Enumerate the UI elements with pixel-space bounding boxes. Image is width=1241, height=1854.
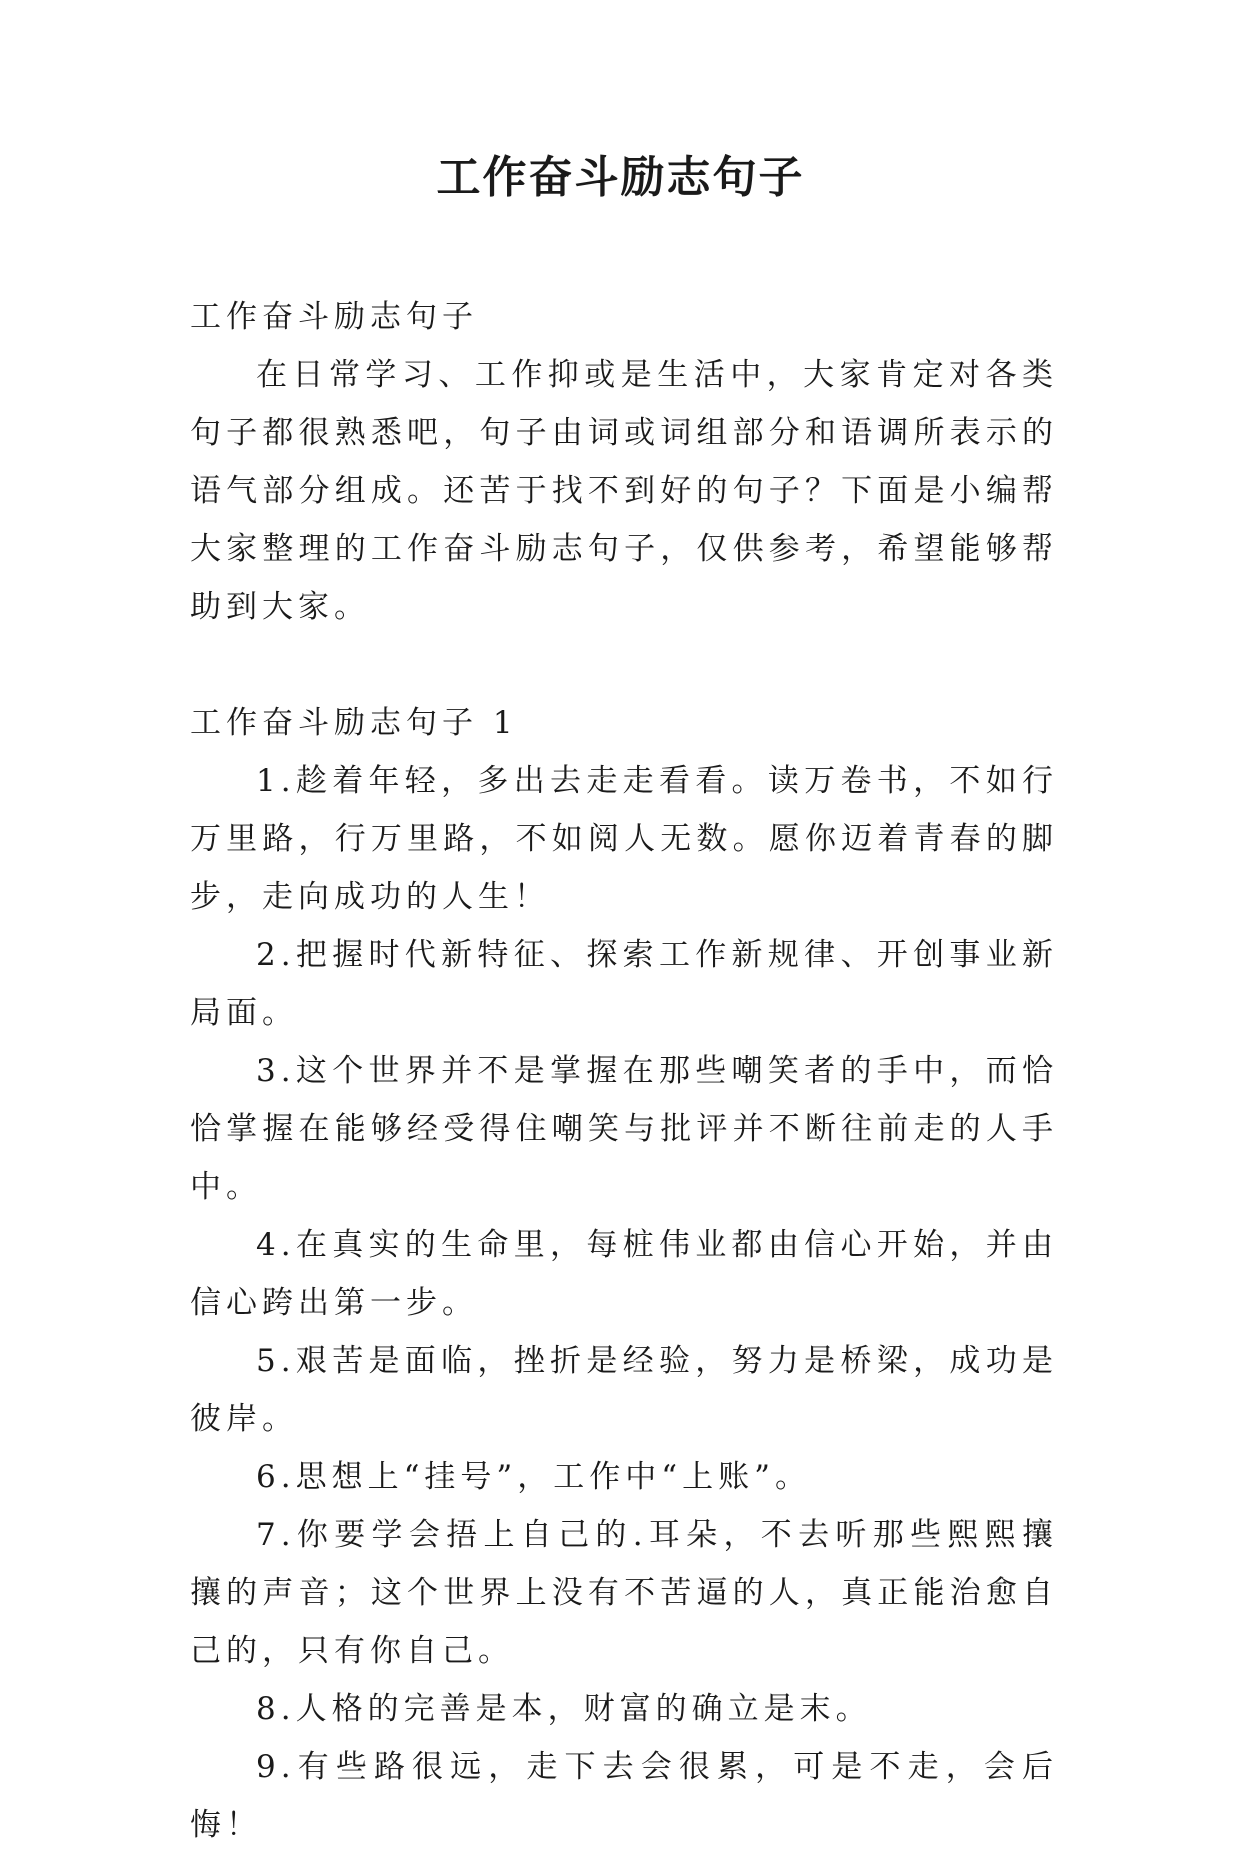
document-title: 工作奋斗励志句子	[436, 152, 805, 203]
list-item: 2.把握时代新特征、探索工作新规律、开创事业新局面。	[190, 937, 1058, 1031]
list-item: 4.在真实的生命里，每桩伟业都由信心开始，并由信心跨出第一步。	[190, 1227, 1058, 1321]
intro-heading: 工作奋斗励志句子	[190, 299, 478, 335]
list-item: 9.有些路很远，走下去会很累，可是不走，会后悔！	[190, 1749, 1058, 1843]
list-item: 7.你要学会捂上自己的.耳朵，不去听那些熙熙攘攘的声音；这个世界上没有不苦逼的人，真正能治愈自己的，只有你自己。	[190, 1517, 1058, 1669]
list-item: 8.人格的完善是本，财富的确立是末。	[256, 1691, 872, 1727]
list-item: 5.艰苦是面临，挫折是经验，努力是桥梁，成功是彼岸。	[190, 1343, 1058, 1437]
list-item: 6.思想上“挂号”，工作中“上账”。	[256, 1459, 811, 1495]
intro-paragraph: 在日常学习、工作抑或是生活中，大家肯定对各类句子都很熟悉吧，句子由词或词组部分和语调所表示的语气部分组成。还苦于找不到好的句子？下面是小编帮大家整理的工作奋斗励志句子，仅供参考，希望能够帮助到大家。	[190, 357, 1058, 625]
list-item: 1.趁着年轻，多出去走走看看。读万卷书，不如行万里路，行万里路，不如阅人无数。愿你迈着青春的脚步，走向成功的人生！	[190, 763, 1058, 915]
section-spacer	[190, 636, 1058, 694]
list-item: 3.这个世界并不是掌握在那些嘲笑者的手中，而恰恰掌握在能够经受得住嘲笑与批评并不断往前走的人手中。	[190, 1053, 1058, 1205]
section-heading: 工作奋斗励志句子 1	[190, 705, 518, 741]
document-body	[190, 288, 1058, 1854]
